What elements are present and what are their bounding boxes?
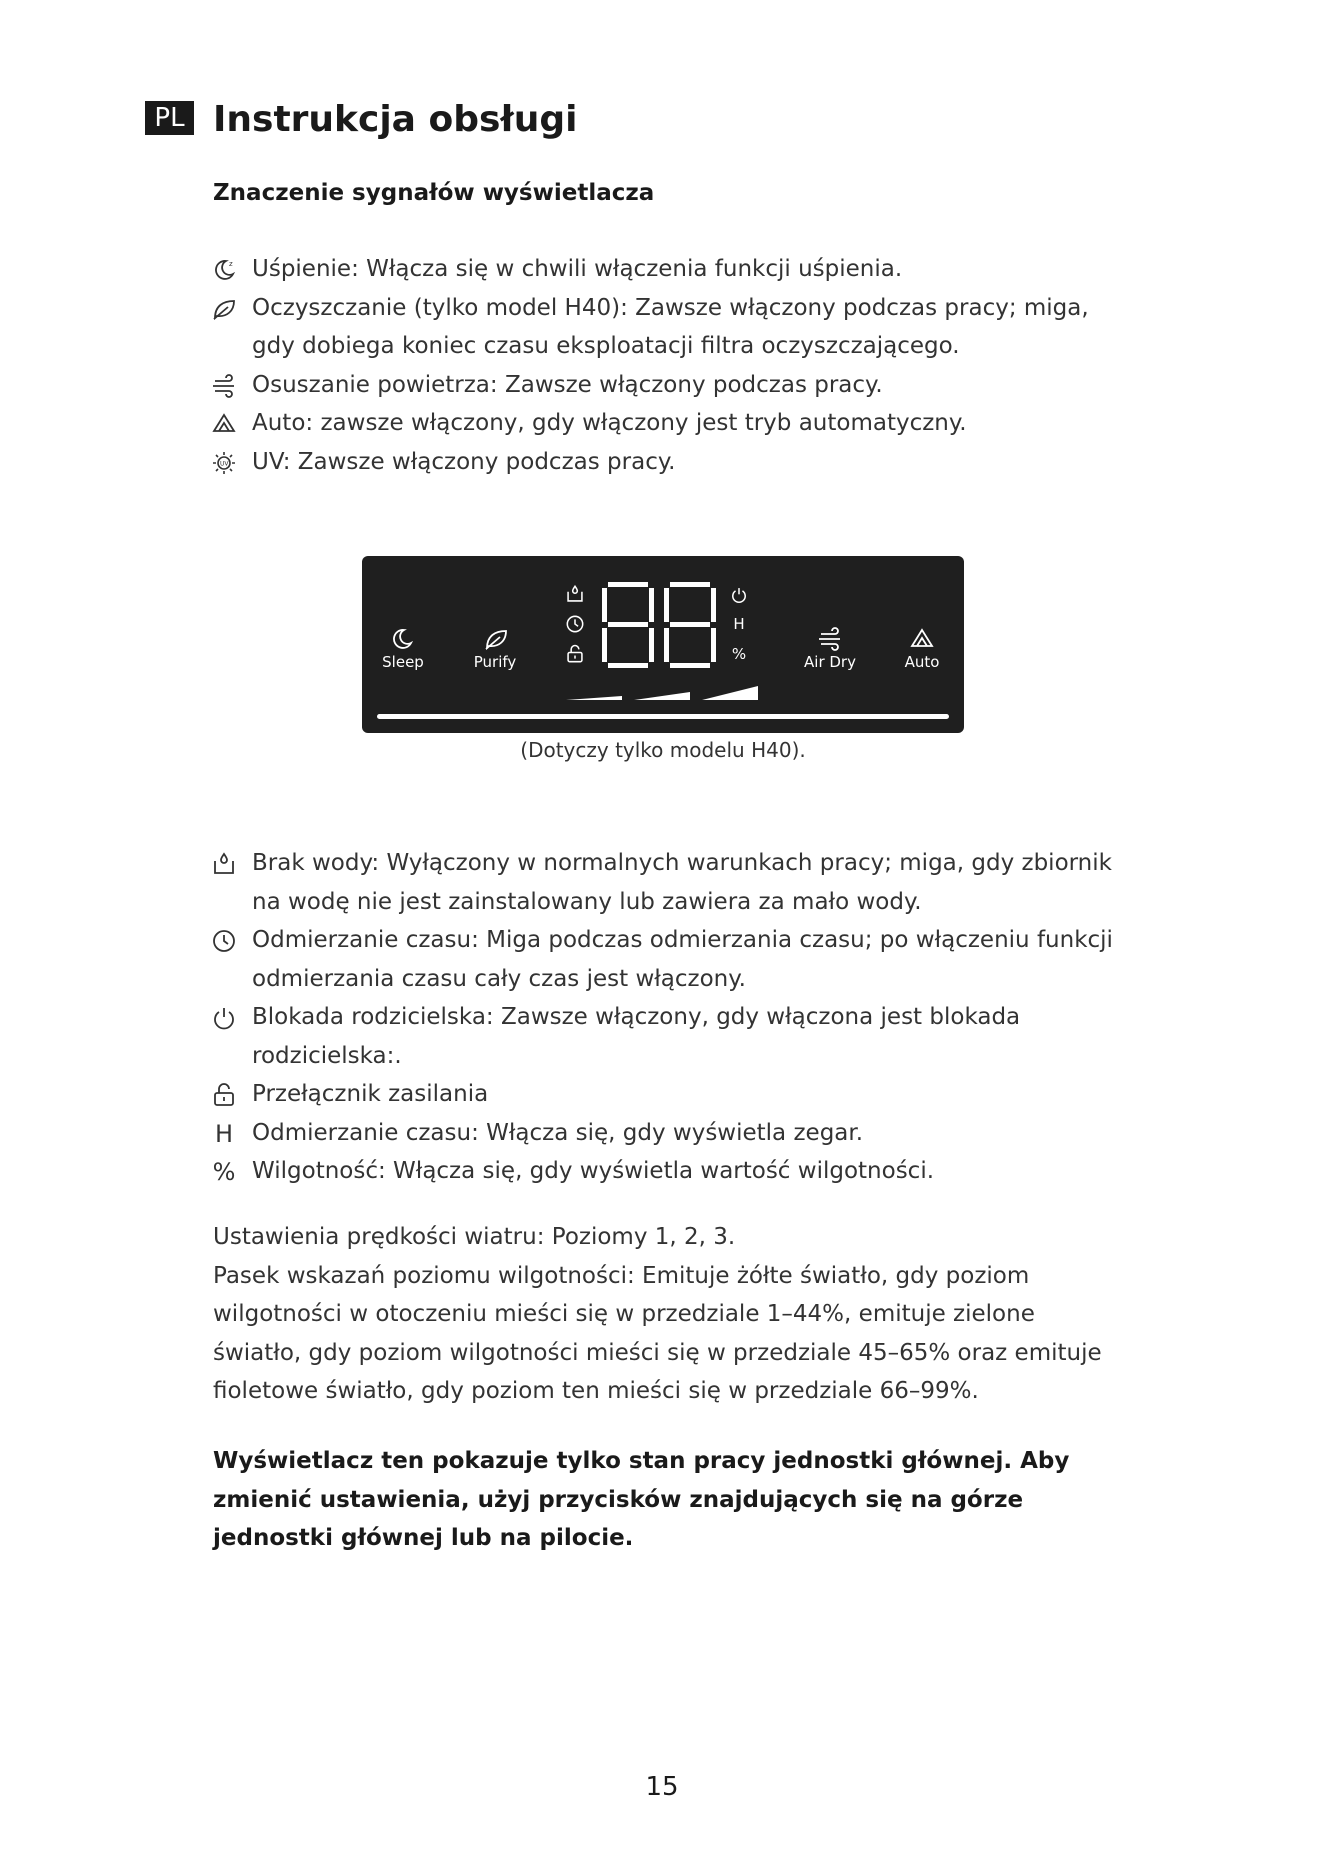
list-item-sleep (210, 250, 1120, 289)
indicator-text: Oczyszczanie (tylko model H40): Zawsze włączony podczas pracy; miga, gdy dobiega koniec czasu eksploatacji filtra oczyszczającego. (252, 294, 1089, 359)
power-icon (210, 1005, 238, 1031)
panel-caption: (Dotyczy tylko modelu H40). (520, 738, 806, 762)
indicator-list-top (210, 250, 1120, 481)
indicator-text: Wilgotność: Włącza się, gdy wyświetla wartość wilgotności. (252, 1158, 935, 1184)
panel-purify-label: Purify (473, 653, 517, 671)
panel-water-tank-icon (565, 584, 585, 604)
percent-icon: % (212, 1158, 236, 1186)
wind-speed-text: Ustawienia prędkości wiatru: Poziomy 1, 2, 3. (213, 1224, 736, 1250)
list-item-timer (210, 921, 1120, 998)
indicator-list-bottom (210, 844, 1120, 1191)
language-badge: PL (145, 101, 194, 135)
sleep-moon-icon (210, 257, 238, 283)
panel-auto-icon (908, 626, 936, 652)
page-title: Instrukcja obsługi (213, 99, 578, 140)
panel-h-label: H (733, 615, 745, 633)
panel-sleep-icon (389, 626, 417, 652)
panel-clock-icon (565, 614, 585, 634)
panel-lock-icon (565, 644, 585, 664)
list-item-power-switch (210, 1075, 1120, 1114)
panel-purify-icon (482, 626, 510, 652)
note-paragraph: Wyświetlacz ten pokazuje tylko stan pracy jednostki głównej. Aby zmienić ustawienia, użyj przycisków znajdujących się na górze jednostki głównej lub na pilocie. (213, 1448, 1070, 1551)
panel-sleep-label: Sleep (382, 653, 424, 671)
page-number: 15 (645, 1772, 679, 1802)
panel-auto-label: Auto (904, 653, 940, 671)
panel-power-icon (730, 586, 748, 604)
panel-air-dry-icon (816, 626, 844, 652)
indicator-text: Blokada rodzicielska: Zawsze włączony, gdy włączona jest blokada rodzicielska:. (252, 1004, 1021, 1069)
panel-wind-speed-bars (566, 682, 766, 702)
indicator-text: Uśpienie: Włącza się w chwili włączenia funkcji uśpienia. (252, 256, 903, 282)
list-item-clock-h (210, 1114, 1120, 1153)
section-title: Znaczenie sygnałów wyświetlacza (213, 180, 655, 206)
list-item-purify (210, 289, 1120, 366)
display-panel-illustration (362, 556, 964, 733)
lock-icon (210, 1082, 238, 1108)
uv-sun-icon (210, 450, 238, 476)
air-dry-wind-icon (210, 373, 238, 399)
svg-text:z: z (229, 260, 233, 268)
list-item-humidity (210, 1152, 1120, 1191)
indicator-text: Brak wody: Wyłączony w normalnych warunkach pracy; miga, gdy zbiornik na wodę nie jest zainstalowany lub zawiera za mało wody. (252, 850, 1112, 915)
auto-triangle-icon (210, 411, 238, 437)
indicator-text: UV: Zawsze włączony podczas pracy. (252, 448, 676, 475)
panel-humidity-bar (377, 714, 949, 719)
indicator-text: Auto: zawsze włączony, gdy włączony jest tryb automatyczny. (252, 410, 967, 436)
list-item-air-dry (210, 366, 1120, 405)
indicator-text: Osuszanie powietrza: Zawsze włączony podczas pracy. (252, 371, 883, 398)
svg-text:UV: UV (220, 460, 229, 467)
list-item-water-tank (210, 844, 1120, 921)
settings-paragraph (213, 1218, 1113, 1411)
list-item-uv (210, 443, 1120, 482)
panel-seven-segment-digits (602, 582, 722, 668)
panel-air-dry-label: Air Dry (804, 653, 856, 671)
panel-percent-label: % (731, 645, 747, 663)
water-tank-icon (210, 851, 238, 877)
indicator-text: Odmierzanie czasu: Miga podczas odmierzania czasu; po włączeniu funkcji odmierzania czasu cały czas jest włączony. (252, 927, 1113, 992)
list-item-child-lock (210, 998, 1120, 1075)
indicator-text: Przełącznik zasilania (252, 1081, 489, 1107)
purify-leaf-icon (210, 296, 238, 322)
clock-icon (210, 928, 238, 954)
list-item-auto (210, 404, 1120, 443)
indicator-text: Odmierzanie czasu: Włącza się, gdy wyświetla zegar. (252, 1119, 864, 1146)
humidity-bar-text: Pasek wskazań poziomu wilgotności: Emituje żółte światło, gdy poziom wilgotności w otoczeniu mieści się w przedziale 1–44%, emituje zielone światło, gdy poziom wilgotności mieści się w przedziale 45–65% oraz emituje fioletowe światło, gdy poziom ten mieści się w przedziale 66–99%. (213, 1262, 1102, 1404)
h-letter-icon: H (214, 1119, 234, 1148)
